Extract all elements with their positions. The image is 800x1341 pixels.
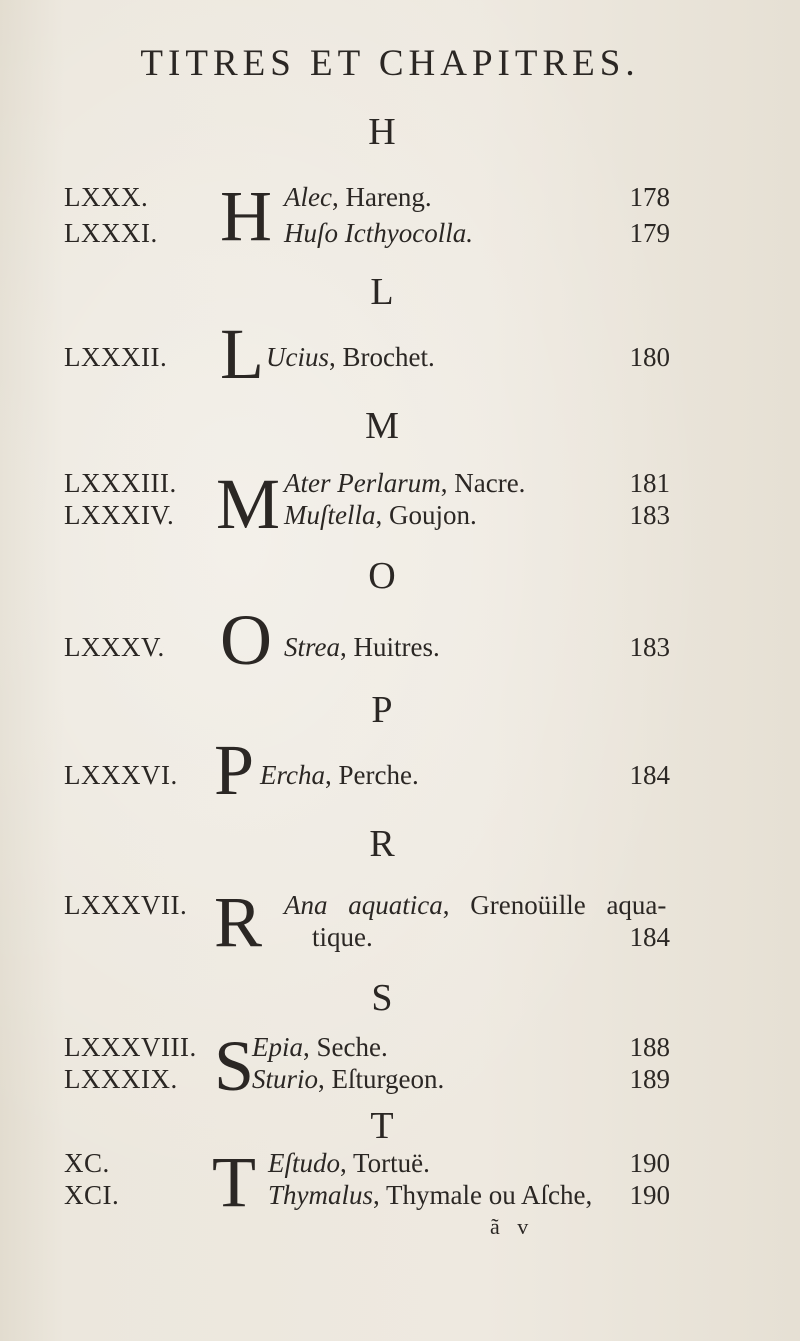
page-number: 190 <box>629 1180 670 1210</box>
chapter-title: Ucius, Brochet. <box>266 342 435 372</box>
chapter-number: LXXXVIII. <box>64 1032 197 1062</box>
drop-cap-l: L <box>220 314 264 394</box>
section-letter-p: P <box>371 689 393 731</box>
section-letter-t: T <box>370 1105 394 1147</box>
chapter-title: Sturio, Eſturgeon. <box>252 1064 445 1094</box>
chapter-title: Ater Perlarum, Nacre. <box>284 468 526 498</box>
section-letter-l: L <box>370 271 394 313</box>
page-number: 183 <box>629 500 670 530</box>
chapter-number: LXXXI. <box>64 218 158 248</box>
chapter-title: Ana aquatica, Grenoüille aqua- <box>284 890 667 920</box>
chapter-number: LXXXVI. <box>64 760 178 790</box>
page-number: 188 <box>629 1032 670 1062</box>
chapter-number: XCI. <box>64 1180 120 1210</box>
page-number: 180 <box>629 342 670 372</box>
chapter-title: Alec, Hareng. <box>284 182 432 212</box>
page-number: 179 <box>629 218 670 248</box>
section-letter-h: H <box>368 111 396 153</box>
signature-mark: ã v <box>490 1214 535 1239</box>
chapter-title: Ercha, Perche. <box>260 760 419 790</box>
page-number: 184 <box>629 760 670 790</box>
drop-cap-o: O <box>220 600 272 680</box>
drop-cap-s: S <box>214 1026 255 1106</box>
page-number: 190 <box>629 1148 670 1178</box>
chapter-number: LXXXIX. <box>64 1064 178 1094</box>
chapter-number: LXXXIII. <box>64 468 177 498</box>
page-number: 184 <box>629 922 670 952</box>
section-letter-o: O <box>368 555 396 597</box>
page-number: 183 <box>629 632 670 662</box>
drop-cap-r: R <box>214 882 263 962</box>
section-letter-m: M <box>365 405 399 447</box>
chapter-title: Huſo Icthyocolla. <box>284 218 473 248</box>
chapter-title: Thymalus, Thymale ou Aſche, <box>268 1180 593 1210</box>
chapter-number: LXXX. <box>64 182 149 212</box>
drop-cap-t: T <box>212 1142 256 1222</box>
running-title: TITRES ET CHAPITRES. <box>140 43 640 84</box>
drop-cap-h: H <box>220 176 272 256</box>
chapter-title: Strea, Huitres. <box>284 632 440 662</box>
section-letter-s: S <box>371 977 393 1019</box>
drop-cap-m: M <box>216 464 281 544</box>
chapter-title: Eſtudo, Tortuë. <box>268 1148 430 1178</box>
page-number: 178 <box>629 182 670 212</box>
chapter-title: Epia, Seche. <box>252 1032 388 1062</box>
drop-cap-p: P <box>214 730 255 810</box>
page-number: 181 <box>629 468 670 498</box>
chapter-number: XC. <box>64 1148 110 1178</box>
chapter-number: LXXXIV. <box>64 500 175 530</box>
chapter-number: LXXXII. <box>64 342 168 372</box>
chapter-title-continuation: tique. <box>312 922 373 952</box>
chapter-number: LXXXVII. <box>64 890 188 920</box>
section-letter-r: R <box>369 823 395 865</box>
chapter-number: LXXXV. <box>64 632 165 662</box>
page-number: 189 <box>629 1064 670 1094</box>
chapter-title: Muſtella, Goujon. <box>284 500 477 530</box>
